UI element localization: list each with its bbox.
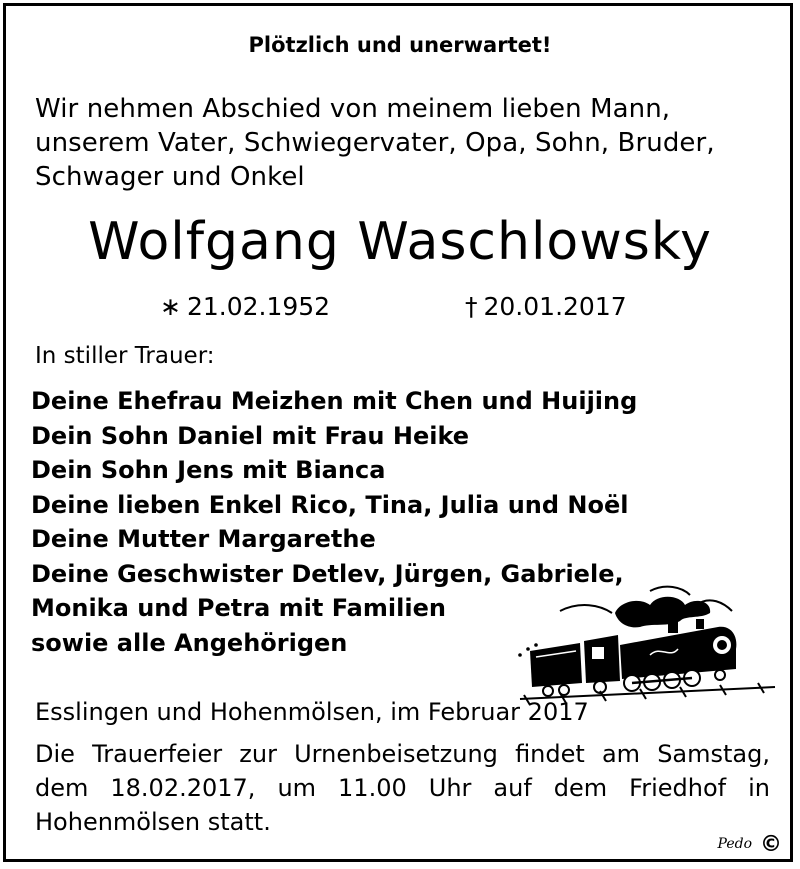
funeral-notice: Die Trauerfeier zur Urnenbeisetzung findet am Samstag, dem 18.02.2017, um 11.00 Uhr auf dem Friedhof in Hohenmölsen statt. [35, 740, 770, 836]
mourner-line: Deine Ehefrau Meizhen mit Chen und Huijing [31, 387, 638, 415]
birth-date-value: 21.02.1952 [186, 292, 331, 321]
mourner-line: Deine Geschwister Detlev, Jürgen, Gabriele, [31, 559, 624, 588]
deceased-name: Wolfgang Waschlowsky [88, 212, 712, 272]
headline: Plötzlich und unerwartet! [248, 33, 552, 57]
mourner-line: Deine lieben Enkel Rico, Tina, Julia und Noël [31, 490, 629, 519]
mourner-line: Monika und Petra mit Familien [31, 594, 446, 622]
death-date [465, 292, 627, 321]
mourner-line: sowie alle Angehörigen [31, 628, 348, 657]
signature: Pedo [717, 836, 752, 852]
mourner-line: Dein Sohn Daniel mit Frau Heike [31, 421, 470, 450]
copyright-icon: © [760, 832, 782, 857]
birth-date [160, 292, 330, 321]
birth-star-icon: ∗ [160, 292, 181, 321]
mourner-line: Deine Mutter Margarethe [31, 525, 376, 553]
mourner-line: Dein Sohn Jens mit Bianca [31, 456, 386, 484]
mourning-label: In stiller Trauer: [35, 343, 215, 369]
place-and-date: Esslingen und Hohenmölsen, im Februar 2017 [35, 698, 589, 726]
intro-text: Wir nehmen Abschied von meinem lieben Mann, unserem Vater, Schwiegervater, Opa, Sohn, Bruder, Schwager und Onkel [35, 94, 715, 192]
steam-locomotive-icon [500, 583, 785, 713]
death-date-value: 20.01.2017 [483, 292, 627, 321]
cross-icon: † [465, 292, 478, 321]
